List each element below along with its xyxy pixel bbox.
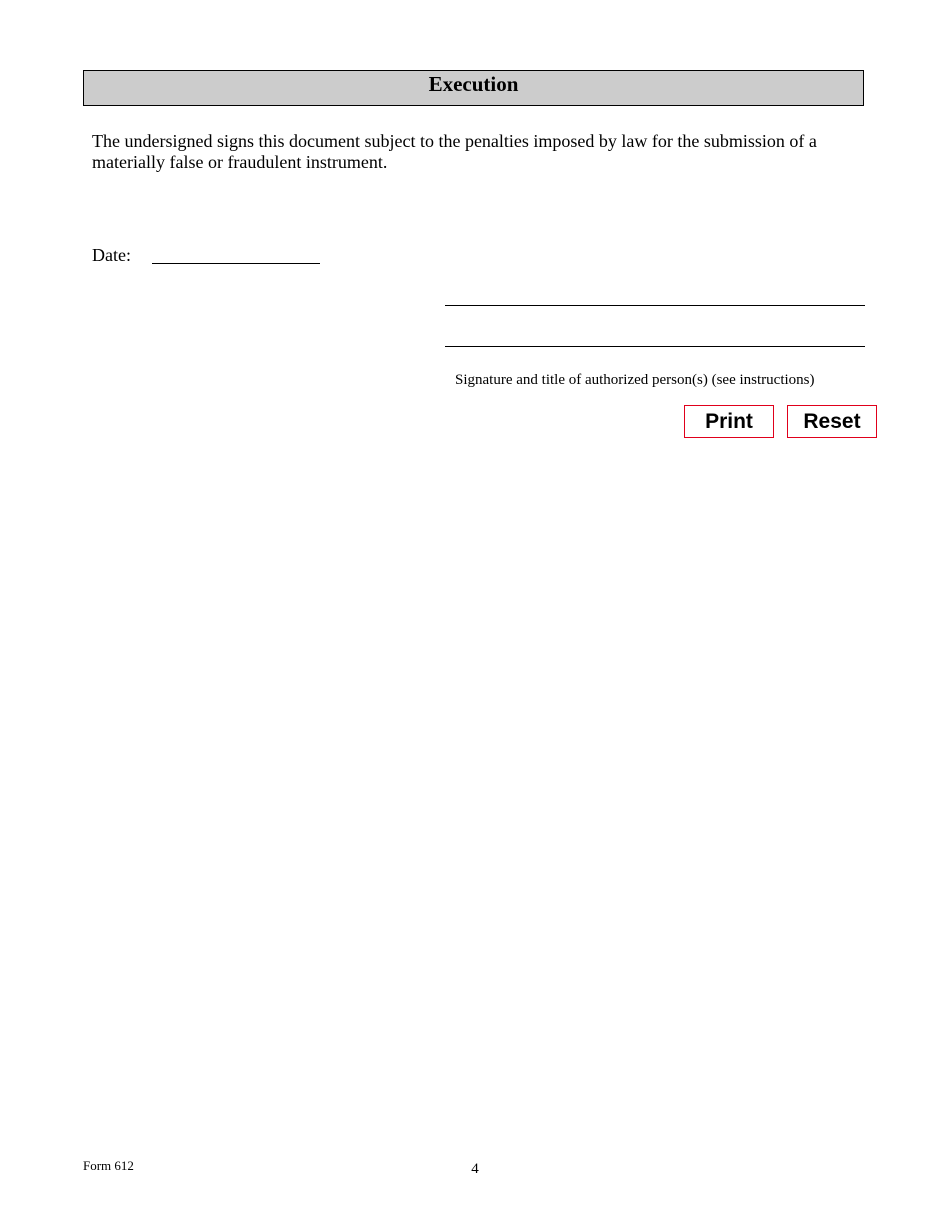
signature-caption: Signature and title of authorized person(s) (see instructions) (455, 372, 815, 388)
print-button[interactable]: Print (684, 405, 774, 438)
date-field[interactable] (152, 263, 320, 264)
signature-line-2[interactable] (445, 346, 865, 347)
section-title: Execution (428, 72, 519, 96)
section-header-execution (83, 70, 864, 106)
signature-line-1[interactable] (445, 305, 865, 306)
date-label: Date: (92, 245, 131, 265)
reset-button[interactable]: Reset (787, 405, 877, 438)
form-number: Form 612 (83, 1158, 134, 1173)
page-number: 4 (471, 1161, 479, 1177)
execution-statement: The undersigned signs this document subject to the penalties imposed by law for the submission of a materially false or fraudulent instrument. (92, 131, 817, 172)
